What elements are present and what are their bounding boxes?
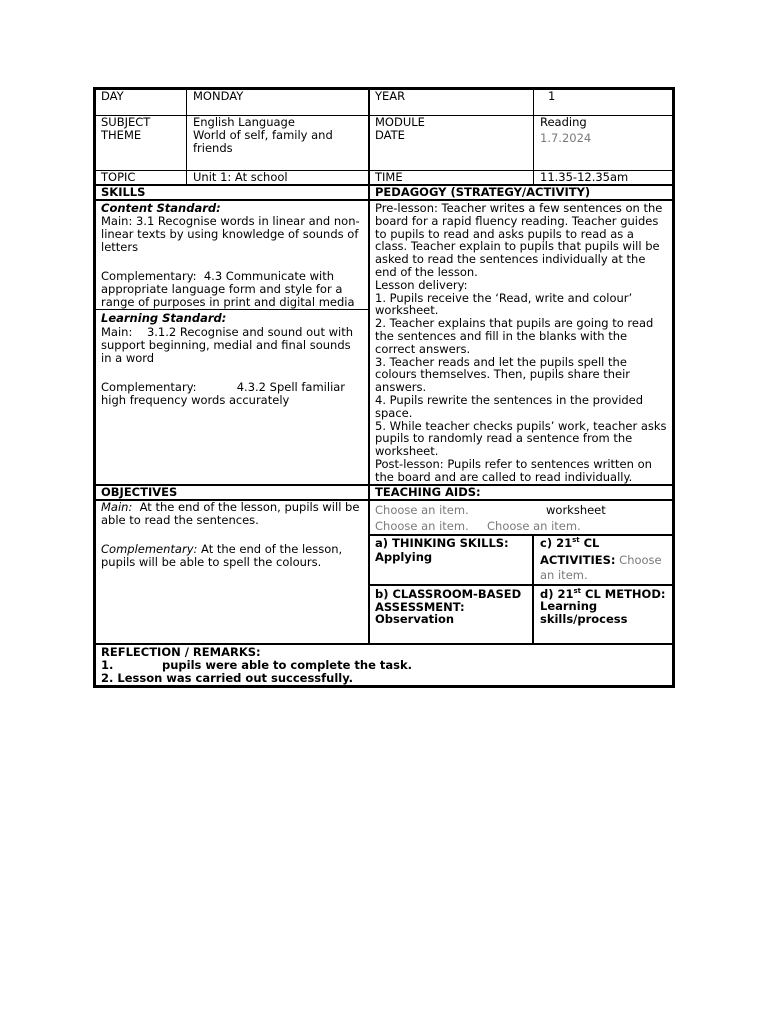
row-divider: [369, 584, 672, 586]
module-value: Reading: [540, 115, 587, 129]
row-divider: [96, 309, 368, 310]
year-label: YEAR: [375, 89, 406, 103]
cl-activities-sup: st: [572, 536, 580, 545]
date-label: DATE: [375, 128, 405, 142]
cl-activities-title: [540, 537, 599, 550]
skills-heading: SKILLS: [101, 185, 146, 199]
pedagogy-heading: PEDAGOGY (STRATEGY/ACTIVITY): [375, 185, 591, 199]
reflection-line1-number: 1.: [101, 658, 114, 672]
subject-label: SUBJECT: [101, 115, 151, 129]
objective-comp-label: Complementary:: [101, 542, 198, 556]
teaching-aid-dropdown-2[interactable]: Choose an item.: [375, 519, 469, 533]
learning-standard-main: Main: 3.1.2 Recognise and sound out with support beginning, medial and final sounds in a word: [101, 325, 357, 365]
column-divider: [532, 535, 534, 644]
cl-method-suffix: CL METHOD:: [581, 587, 666, 601]
day-label: DAY: [101, 89, 124, 103]
thinking-skills-value: Applying: [375, 550, 433, 564]
cl-activities-row: [540, 553, 670, 583]
teaching-aids-heading: TEACHING AIDS:: [375, 485, 481, 499]
objective-main: [101, 501, 363, 527]
theme-label: THEME: [101, 128, 142, 142]
time-value: 11.35-12.35am: [540, 170, 629, 184]
cl-activities-dropdown[interactable]: Choose an item.: [540, 553, 666, 582]
teaching-aid-dropdown-1[interactable]: Choose an item.: [375, 503, 469, 517]
objective-main-label: Main:: [101, 500, 133, 514]
cl-activities-label: ACTIVITIES:: [540, 553, 616, 567]
topic-value: Unit 1: At school: [193, 170, 288, 184]
time-label: TIME: [375, 170, 403, 184]
theme-value: World of self, family and friends: [193, 128, 337, 155]
teaching-aid-dropdown-3[interactable]: Choose an item.: [487, 519, 581, 533]
objective-main-text: At the end of the lesson, pupils will be able to read the sentences.: [101, 500, 364, 527]
column-divider: [533, 90, 534, 185]
column-divider: [186, 90, 187, 185]
learning-standard-label: Learning Standard:: [101, 311, 227, 325]
cl-method-sup: st: [573, 587, 582, 596]
objective-comp-text: At the end of the lesson, pupils will be able to spell the colours.: [101, 542, 346, 569]
objectives-heading: OBJECTIVES: [101, 485, 178, 499]
day-value: MONDAY: [193, 89, 244, 103]
thinking-skills-label: a) THINKING SKILLS:: [375, 536, 509, 550]
learning-standard-complementary: Complementary: 4.3.2 Spell familiar high frequency words accurately: [101, 380, 349, 407]
reflection-line1-text: pupils were able to complete the task.: [162, 658, 413, 672]
teaching-aid-worksheet: worksheet: [546, 503, 606, 517]
assessment-value: Observation: [375, 612, 455, 626]
cl-activities-suffix: CL: [579, 536, 600, 550]
assessment-label: b) CLASSROOM-BASED ASSESSMENT:: [375, 587, 526, 614]
objective-complementary: [101, 543, 363, 569]
reflection-line2: 2. Lesson was carried out successfully.: [101, 671, 354, 685]
content-standard-complementary: Complementary: 4.3 Communicate with appropriate language form and style for a range of purposes in print and digital media: [101, 269, 355, 309]
cl-method-prefix: d) 21: [540, 587, 574, 601]
year-value: 1: [548, 89, 556, 103]
subject-value: English Language: [193, 115, 295, 129]
reflection-heading: REFLECTION / REMARKS:: [101, 645, 261, 659]
date-value: 1.7.2024: [540, 131, 592, 145]
pedagogy-text: Pre-lesson: Teacher writes a few sentences on the board for a rapid fluency reading. Teacher guides to pupils to read and asks pupils to read as a class. Teacher explain to pupils that pupils will be asked to read the sentences individually at the end of the lesson. Lesson delivery: 1. Pupils receive the ‘Read, write and colour’ worksheet. 2. Teacher explains that pupils are going to read the sentences and fill in the blanks with the correct answers. 3. Teacher reads and let the pupils spell the colours themselves. Then, pupils share their answers. 4. Pupils rewrite the sentences in the provided space. 5. While teacher checks pupils’ work, teacher asks pupils to randomly read a sentence from the worksheet. Post-lesson: Pupils refer to sentences written on the board and are called to read individually.: [375, 201, 667, 484]
content-standard-label: Content Standard:: [101, 201, 221, 215]
cl-activities-prefix: c) 21: [540, 536, 573, 550]
cl-method-value: Learning skills/process: [540, 599, 628, 626]
column-divider: [368, 90, 370, 644]
topic-label: TOPIC: [101, 170, 136, 184]
module-label: MODULE: [375, 115, 425, 129]
content-standard-main: Main: 3.1 Recognise words in linear and non-linear texts by using knowledge of sounds of letters: [101, 214, 363, 254]
